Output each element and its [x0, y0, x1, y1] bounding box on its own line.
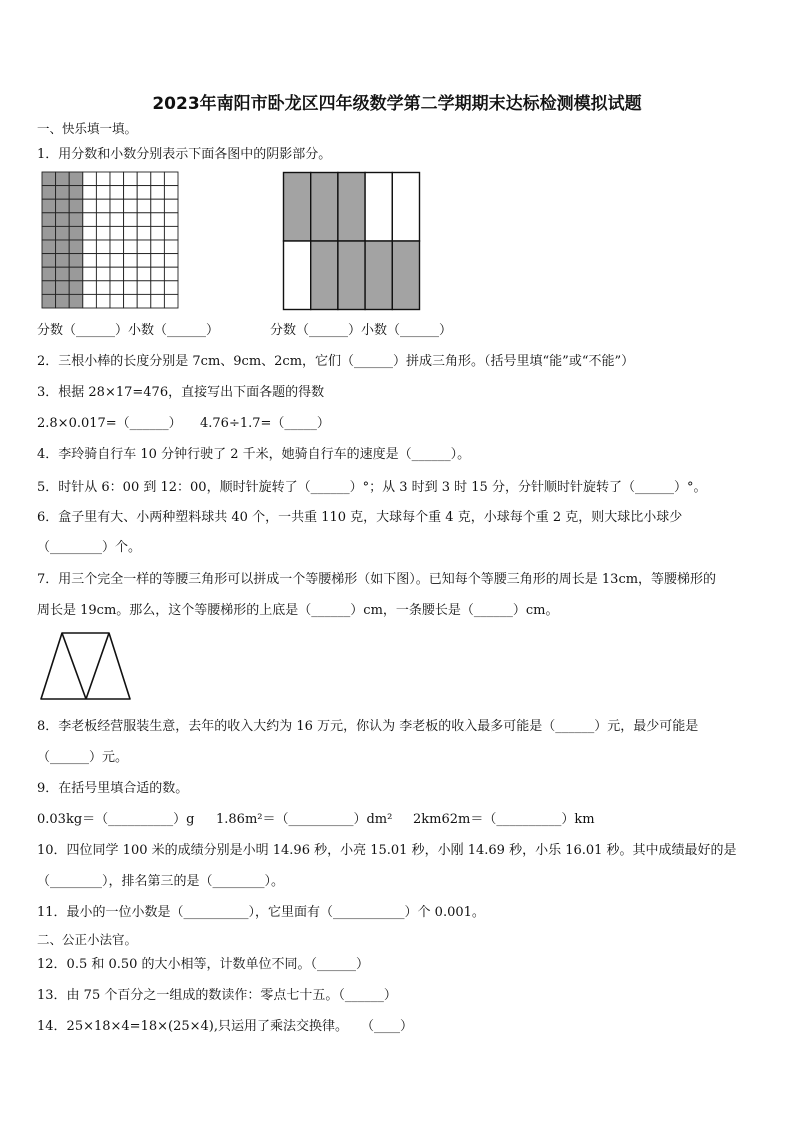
grid-cell: [151, 281, 165, 295]
grid-cell: [164, 213, 178, 227]
grid-cell: [96, 186, 110, 200]
grid-cell: [137, 281, 151, 295]
grid-cell-shaded: [42, 172, 56, 186]
grid-cell: [83, 254, 97, 268]
grid-cell-shaded: [56, 254, 70, 268]
grid-cell: [110, 281, 124, 295]
question-1-answer-right: 分数（______）小数（______）: [270, 323, 453, 338]
question-1-answer-left: 分数（______）小数（______）: [37, 323, 220, 338]
grid-cell: [124, 254, 138, 268]
grid-cell: [137, 254, 151, 268]
grid-cell: [83, 186, 97, 200]
grid-cell-shaded: [42, 254, 56, 268]
question-3-part-b: 4.76÷1.7=（_____）: [200, 416, 330, 431]
question-10-line-2: （________），排名第三的是（________）。: [37, 874, 285, 889]
grid-cell-shaded: [56, 267, 70, 281]
question-10-line-1: 10．四位同学 100 米的成绩分别是小明 14.96 秒，小亮 15.01 秒，小刚 14.69 秒，小乐 16.01 秒。其中成绩最好的是: [37, 843, 737, 858]
grid-cell-shaded: [69, 213, 83, 227]
rect-part: [365, 173, 392, 242]
question-3: 3．根据 28×17=476，直接写出下面各题的得数: [37, 385, 325, 400]
rect-part-shaded: [311, 173, 338, 242]
grid-cell: [96, 254, 110, 268]
grid-cell-shaded: [56, 240, 70, 254]
grid-cell: [124, 240, 138, 254]
question-11: 11．最小的一位小数是（__________），它里面有（___________）个 0.001。: [37, 905, 485, 920]
grid-cell: [137, 172, 151, 186]
grid-cell-shaded: [56, 186, 70, 200]
question-3-part-a: 2.8×0.017=（______）: [37, 416, 182, 431]
grid-cell-shaded: [69, 254, 83, 268]
grid-cell: [83, 199, 97, 213]
grid-cell: [164, 226, 178, 240]
grid-cell: [164, 172, 178, 186]
grid-cell-shaded: [56, 199, 70, 213]
question-8-line-1: 8．李老板经营服装生意，去年的收入大约为 16 万元，你认为 李老板的收入最多可能是（______）元，最少可能是: [37, 719, 699, 734]
grid-cell: [83, 226, 97, 240]
grid-cell: [137, 226, 151, 240]
rect-part-shaded: [311, 241, 338, 310]
section-heading-true-false: 二、公正小法官。: [37, 932, 138, 947]
question-2: 2．三根小棒的长度分别是 7cm、9cm、2cm，它们（______）拼成三角形。（括号里填“能”或“不能”）: [37, 354, 635, 369]
grid-cell: [110, 172, 124, 186]
grid-cell: [124, 294, 138, 308]
grid-cell: [151, 199, 165, 213]
grid-cell: [164, 199, 178, 213]
grid-cell-shaded: [69, 281, 83, 295]
grid-cell: [164, 240, 178, 254]
question-8-line-2: （______）元。: [37, 750, 129, 765]
grid-cell: [124, 172, 138, 186]
grid-cell-shaded: [42, 199, 56, 213]
grid-cell-shaded: [69, 267, 83, 281]
grid-cell-shaded: [69, 186, 83, 200]
grid-cell: [83, 281, 97, 295]
grid-cell: [151, 294, 165, 308]
grid-cell: [96, 281, 110, 295]
grid-cell-shaded: [42, 294, 56, 308]
grid-cell: [124, 213, 138, 227]
grid-cell: [83, 213, 97, 227]
grid-cell: [151, 240, 165, 254]
grid-cell: [110, 186, 124, 200]
grid-cell-shaded: [42, 186, 56, 200]
grid-cell: [137, 240, 151, 254]
grid-cell: [137, 186, 151, 200]
question-6-line-2: （________）个。: [37, 540, 142, 555]
grid-cell: [110, 213, 124, 227]
hundred-grid-figure: [41, 171, 181, 313]
grid-cell: [96, 226, 110, 240]
grid-cell: [96, 172, 110, 186]
grid-cell: [151, 254, 165, 268]
grid-cell: [83, 240, 97, 254]
grid-cell: [96, 294, 110, 308]
grid-cell: [151, 267, 165, 281]
question-4: 4．李玲骑自行车 10 分钟行驶了 2 千米，她骑自行车的速度是（______）。: [37, 447, 471, 462]
grid-cell: [124, 199, 138, 213]
grid-cell: [83, 294, 97, 308]
grid-cell-shaded: [42, 281, 56, 295]
question-5: 5．时针从 6：00 到 12：00，顺时针旋转了（______）°；从 3 时到 3 时 15 分，分针顺时针旋转了（______）°。: [37, 480, 707, 495]
grid-cell: [124, 226, 138, 240]
question-7-line-2: 周长是 19cm。那么，这个等腰梯形的上底是（______）cm，一条腰长是（______）cm。: [37, 603, 559, 618]
grid-cell: [137, 199, 151, 213]
grid-cell: [110, 254, 124, 268]
question-9-part-c: 2km62m＝（__________）km: [413, 812, 595, 827]
grid-cell: [96, 267, 110, 281]
rect-part: [392, 173, 419, 242]
grid-cell: [164, 281, 178, 295]
rect-part-shaded: [338, 241, 365, 310]
grid-cell: [96, 199, 110, 213]
question-12: 12．0.5 和 0.50 的大小相等，计数单位不同。（______）: [37, 957, 370, 972]
grid-cell: [151, 226, 165, 240]
question-1-text: 1．用分数和小数分别表示下面各图中的阴影部分。: [37, 147, 332, 162]
question-9-part-a: 0.03kg＝（__________）g: [37, 812, 195, 827]
grid-cell: [110, 294, 124, 308]
grid-cell: [110, 199, 124, 213]
grid-cell: [110, 240, 124, 254]
question-9: 9．在括号里填合适的数。: [37, 781, 189, 796]
grid-cell-shaded: [42, 226, 56, 240]
trapezoid-figure: [38, 630, 138, 702]
section-heading-fill-in: 一、快乐填一填。: [37, 121, 138, 136]
grid-cell: [124, 267, 138, 281]
grid-cell: [164, 267, 178, 281]
question-14: 14．25×18×4=18×(25×4),只运用了乘法交换律。 （____）: [37, 1019, 413, 1034]
grid-cell-shaded: [56, 294, 70, 308]
grid-cell-shaded: [56, 213, 70, 227]
grid-cell-shaded: [56, 226, 70, 240]
grid-cell: [83, 172, 97, 186]
grid-cell-shaded: [69, 226, 83, 240]
question-6-line-1: 6．盒子里有大、小两种塑料球共 40 个，一共重 110 克，大球每个重 4 克，小球每个重 2 克，则大球比小球少: [37, 510, 683, 525]
grid-cell: [151, 213, 165, 227]
rect-part-shaded: [392, 241, 419, 310]
grid-cell: [124, 186, 138, 200]
grid-cell: [164, 254, 178, 268]
rect-part: [284, 241, 311, 310]
grid-cell: [110, 226, 124, 240]
grid-cell-shaded: [69, 240, 83, 254]
rectangle-parts-figure: [282, 171, 422, 313]
grid-cell: [137, 294, 151, 308]
grid-cell: [137, 267, 151, 281]
question-7-line-1: 7．用三个完全一样的等腰三角形可以拼成一个等腰梯形（如下图）。已知每个等腰三角形的周长是 13cm，等腰梯形的: [37, 572, 717, 587]
grid-cell-shaded: [56, 172, 70, 186]
grid-cell: [151, 186, 165, 200]
grid-cell-shaded: [42, 267, 56, 281]
grid-cell-shaded: [69, 199, 83, 213]
rect-part-shaded: [365, 241, 392, 310]
grid-cell: [164, 186, 178, 200]
grid-cell: [83, 267, 97, 281]
grid-cell-shaded: [69, 172, 83, 186]
rect-part-shaded: [338, 173, 365, 242]
grid-cell: [124, 281, 138, 295]
grid-cell-shaded: [42, 240, 56, 254]
question-13: 13．由 75 个百分之一组成的数读作：零点七十五。（______）: [37, 988, 397, 1003]
grid-cell-shaded: [69, 294, 83, 308]
grid-cell: [96, 240, 110, 254]
grid-cell: [110, 267, 124, 281]
grid-cell: [96, 213, 110, 227]
rect-part-shaded: [284, 173, 311, 242]
grid-cell: [164, 294, 178, 308]
grid-cell: [151, 172, 165, 186]
grid-cell-shaded: [42, 213, 56, 227]
question-9-part-b: 1.86m²＝（__________）dm²: [216, 812, 393, 827]
grid-cell-shaded: [56, 281, 70, 295]
grid-cell: [137, 213, 151, 227]
page-title: 2023年南阳市卧龙区四年级数学第二学期期末达标检测模拟试题: [152, 94, 642, 114]
